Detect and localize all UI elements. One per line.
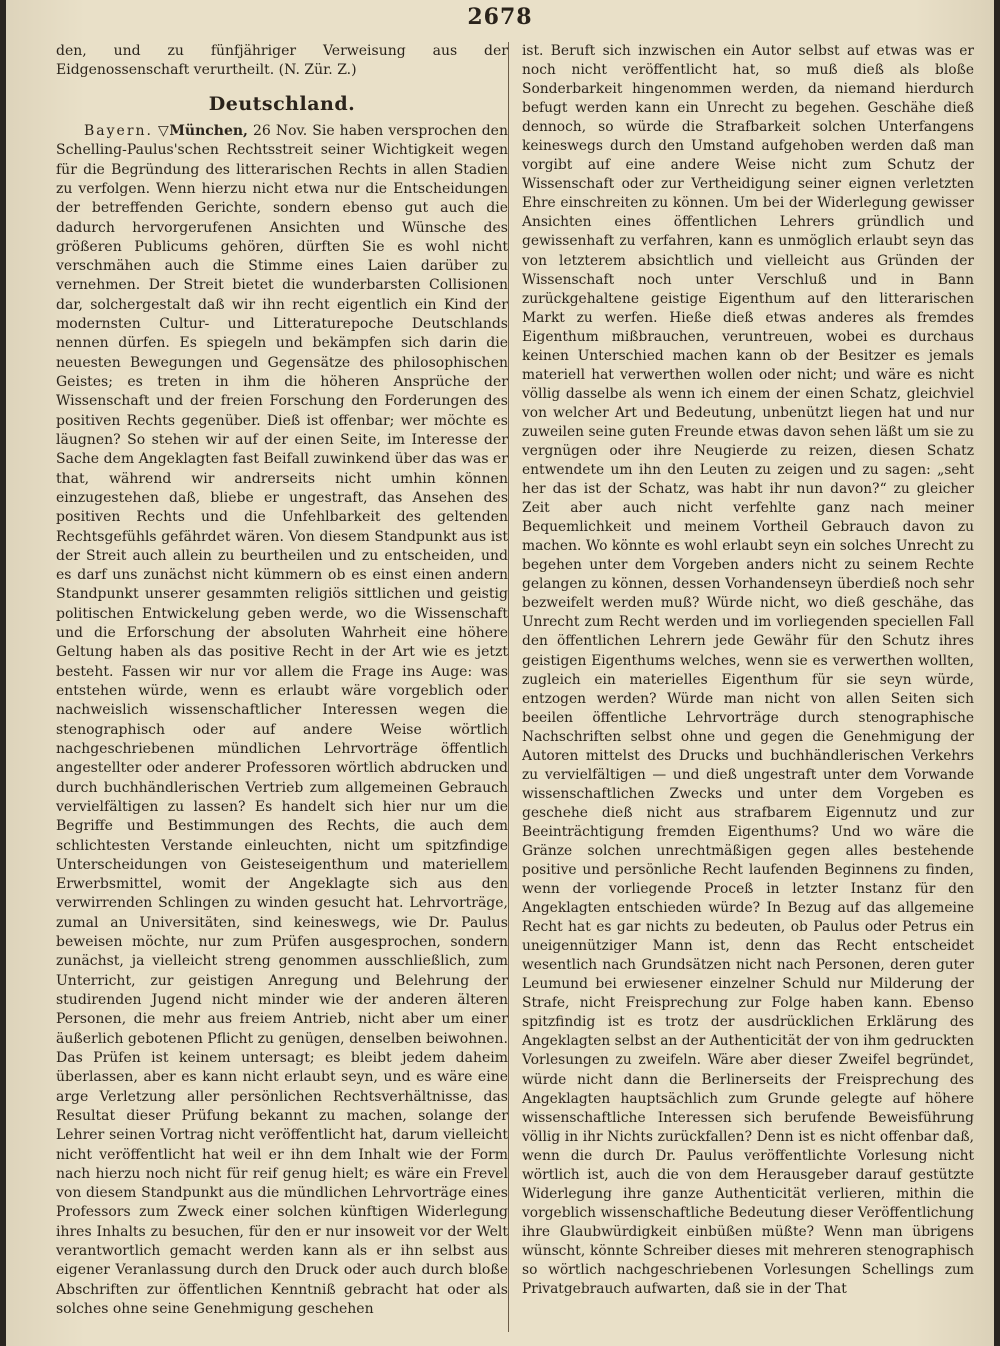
section-heading: Deutschland. <box>208 92 356 115</box>
opening-paragraph: den, und zu fünfjähriger Verweisung aus der Eidgenossenschaft verurtheilt. (N. Zür. Z.) <box>56 43 508 79</box>
article-paragraph <box>56 122 508 1319</box>
dateline-date: 26 Nov. <box>252 122 308 139</box>
article-body-left: Sie haben versprochen den Schelling-Paulus'schen Rechtsstreit seiner Wichtigkeit wegen für die Begründung des litterarischen Rechts in allen Stadien zu verfolgen. Wenn hierzu nicht etwa nur die Entscheidungen der betreffenden Gerichte, sondern ebenso gut auch die dadurch hervorgerufenen Ansichten und Wünsche des größeren Publicums gehören, dürften Sie es wohl nicht verschmähen auch die Stimme eines Laien darüber zu vernehmen. Der Streit bietet die wunderbarsten Collisionen dar, solchergestalt daß wir ihn recht eigentlich ein Kind der modernsten Cultur- und Litteraturepoche Deutschlands nennen dürfen. Es spiegeln und bekämpfen sich darin die neuesten Bewegungen und Gegensätze des philosophischen Geistes; es treten in ihm die höheren Ansprüche der Wissenschaft und der freien Forschung den Forderungen des positiven Rechts gegenüber. Dieß ist offenbar; wer möchte es läugnen? So stehen wir auf der einen Seite, im Interesse der Sache dem Angeklagten fast Beifall zuwinkend über das was er that, während wir andrerseits nicht umhin können einzugestehen daß, bliebe er ungestraft, das Ansehen des positiven Rechts und die Unfehlbarkeit des geltenden Rechtsgefühls gefährdet wären. Von diesem Standpunkt aus ist der Streit auch allein zu beurtheilen und zu entscheiden, und es darf uns zunächst nicht kümmern ob es einst einen andern Standpunkt unserer gesammten religiös sittlichen und geistig politischen Entwickelung geben werde, wo die Wissenschaft und die Erforschung der absoluten Wahrheit eine höhere Geltung haben als das positive Recht in der Art wie es jetzt besteht. Fassen wir nur vor allem die Frage ins Auge: was entstehen würde, wenn es erlaubt wäre vorgeblich oder nachweislich wissenschaftlicher Interessen wegen die stenographisch oder auf andere Weise wörtlich nachgeschriebenen mündlichen Lehrvorträge öffentlich angestellter oder anderer Professoren wörtlich abdrucken und durch buchhändlerischen Vertrieb zum allgemeinen Gebrauch vervielfältigen zu lassen? Es handelt sich hier nur um die Begriffe und Bestimmungen des Rechts, die auch dem schlichtesten Verstande einleuchten, nicht um spitzfindige Unterscheidungen von Geisteseigenthum und materiellem Erwerbsmittel, womit der Angeklagte sich aus den verwirrenden Schlingen zu winden gesucht hat. Lehrvorträge, zumal an Universitäten, sind keineswegs, wie Dr. Paulus beweisen möchte, nur zum Prüfen ausgesprochen, sondern zunächst, ja vielleicht streng genommen ausschließlich, zum Unterricht, zur geistigen Anregung und Belehrung der studirenden Jugend nicht minder wie der anderen älteren Personen, die mehr aus freiem Antrieb, nicht aber um einer äußerlich gebotenen Pflicht zu genügen, denselben beiwohnen. Das Prüfen ist keinem untersagt; es bleibt jedem daheim überlassen, aber es kann nicht erlaubt seyn, und es wäre eine arge Verletzung aller persönlichen Rechtsverhältnisse, das Resultat dieser Prüfung bekannt zu machen, solange der Lehrer seinen Vortrag nicht veröffentlicht hat, darum vielleicht nicht veröffentlicht hat weil er ihn dem Inhalt wie der Form nach hierzu noch nicht für reif genug hielt; es wäre ein Frevel von diesem Standpunkt aus die mündlichen Lehrvorträge eines Professors zum Zweck einer solchen künftigen Widerlegung ihres Inhalts zu besuchen, für den er nur insoweit vor der Welt verantwortlich gemacht werden kann als er ihn selbst aus eigener Veranlassung durch den Druck oder auch durch bloße Abschriften zur öffentlichen Kenntniß gebracht hat oder als solches ohne seine Genehmigung geschehen <box>56 122 508 1317</box>
article-body-right: ist. Beruft sich inzwischen ein Autor selbst auf etwas was er noch nicht veröffentlicht hat, so muß dieß als bloße Sonderbarkeit hingenommen werden, da niemand hierdurch befugt werden kann ein Unrecht zu begehen. Geschähe dieß dennoch, so würde die Strafbarkeit solchen Unterfangens keineswegs durch den Umstand aufgehoben werden daß man vorgibt auf eine andere Weise nicht zum Schutz der Wissenschaft oder zur Vertheidigung seiner eignen verletzten Ehre einschreiten zu können. Um bei der Widerlegung gewisser Ansichten eines öffentlichen Lehrers gründlich und gewissenhaft zu verfahren, kann es unmöglich erlaubt seyn das von letzterem absichtlich und vielleicht aus Gründen der Wissenschaft noch unter Verschluß und in Bann zurückgehaltene geistige Eigenthum auf den litterarischen Markt zu werfen. Hieße dieß etwas anderes als fremdes Eigenthum mißbrauchen, veruntreuen, wobei es durchaus keinen Unterschied machen kann ob der Besitzer es jemals materiell hat verwerthen wollen oder nicht; und wäre es nicht völlig dasselbe als wenn ich einem der einen Schatz, gleichviel von welcher Art und Bedeutung, unbenützt liegen hat und nur zuweilen seine guten Freunde etwas davon sehen läßt um sie zu vergnügen oder ihre Neugierde zu reizen, diesen Schatz entwendete um ihn den Leuten zu zeigen und zu sagen: „seht her das ist der Schatz, was habt ihr nun davon?“ zu gleicher Zeit aber auch nicht verfehlte ganz nach meiner Bequemlichkeit und meinem Vortheil Gebrauch davon zu machen. Wo könnte es wohl erlaubt seyn ein solches Unrecht zu begehen unter dem Vorgeben anders nicht zu seinem Rechte gelangen zu können, dessen Vorhandenseyn überdieß noch sehr bezweifelt werden muß? Würde nicht, wo dieß geschähe, das Unrecht zum Recht werden und im vorliegenden speciellen Fall den öffentlichen Lehrern jede Gewähr für den Schutz ihres geistigen Eigenthums welches, wenn sie es verwerthen wollten, zugleich ein materielles Eigenthum für sie seyn würde, entzogen werden? Würde man nicht von allen Seiten sich beeilen öffentliche Lehrvorträge durch stenographische Nachschriften selbst ohne und gegen die Genehmigung der Autoren mittelst des Drucks und buchhändlerischen Verkehrs zu vervielfältigen — und dieß ungestraft unter dem Vorwande wissenschaftlichen Zwecks und unter dem Vorgeben es geschehe dieß nicht aus strafbarem Eigennutz und zur Beeinträchtigung fremden Eigenthums? Und wo wäre die Gränze solchen unrechtmäßigen gegen alles bestehende positive und persönliche Recht laufenden Beginnens zu finden, wenn der vorliegende Proceß in letzter Instanz für den Angeklagten entschieden würde? In Bezug auf das allgemeine Recht hat es gar nichts zu bedeuten, ob Paulus oder Petrus ein uneigennütziger Mann ist, denn das Recht entscheidet wesentlich nach Grundsätzen nicht nach Personen, deren guter Leumund bei erwiesener einzelner Schuld nur Milderung der Strafe, nicht Freisprechung zur Folge haben kann. Ebenso spitzfindig ist es trotz der ausdrücklichen Erklärung des Angeklagten selbst an der Authenticität der von ihm gedruckten Vorlesungen zu zweifeln. Wäre aber dieser Zweifel begründet, würde nicht dann die Berlinerseits der Freisprechung des Angeklagten hauptsächlich zum Grunde gelegte auf höhere wissenschaftliche Interessen sich berufende Beweisführung völlig in ihr Nichts zurückfallen? Denn ist es nicht offenbar daß, wenn die durch Dr. Paulus veröffentlichte Vorlesung nicht wörtlich ist, auch die von dem Herausgeber darauf gestützte Widerlegung ihre ganze Authenticität verlieren, mithin die vorgeblich wissenschaftliche Bedeutung dieser Veröffentlichung ihre Glaubwürdigkeit einbüßen müßte? Wenn man übrigens wünscht, könnte Schreiber dieses mit mehreren stenographisch so wörtlich nachgeschriebenen Vorlesungen Schellings zum Privatgebrauch aufwarten, daß sie in der That <box>522 43 974 1298</box>
left-column <box>56 42 508 1319</box>
column-divider <box>508 42 509 1332</box>
newspaper-page <box>6 0 994 1346</box>
dateline-city: ▽München, <box>158 122 248 139</box>
dateline-place: Bayern. <box>84 122 153 139</box>
page-number: 2678 <box>467 4 533 30</box>
right-column <box>522 42 974 1299</box>
